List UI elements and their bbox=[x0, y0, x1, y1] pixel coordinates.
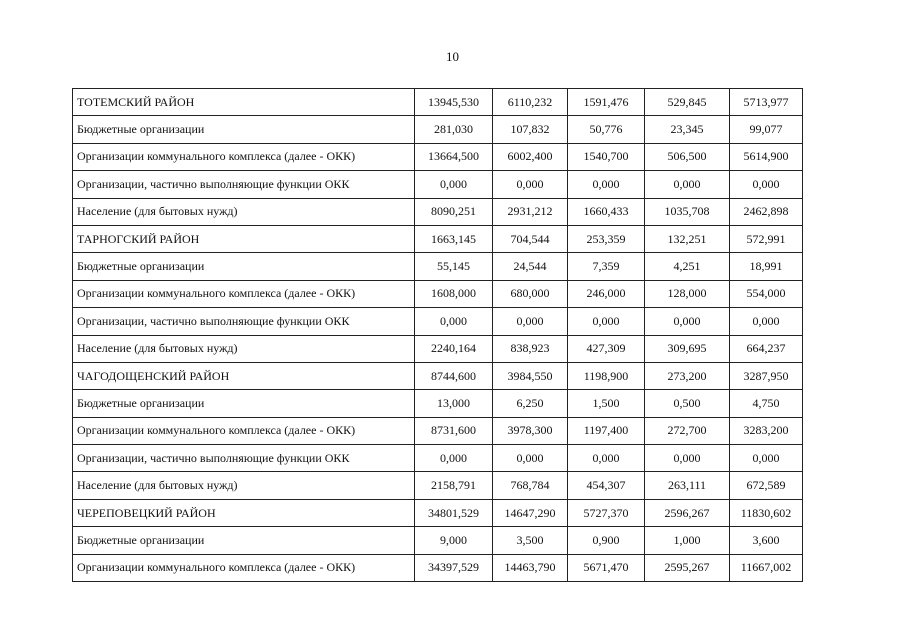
value-cell: 704,544 bbox=[493, 225, 568, 252]
value-cell: 4,251 bbox=[645, 253, 730, 280]
value-cell: 0,000 bbox=[493, 171, 568, 198]
value-cell: 99,077 bbox=[730, 116, 803, 143]
row-label: Организации, частично выполняющие функции ОКК bbox=[73, 308, 415, 335]
value-cell: 0,000 bbox=[568, 308, 645, 335]
value-cell: 0,000 bbox=[568, 171, 645, 198]
page-number: 10 bbox=[446, 49, 459, 64]
value-cell: 2596,267 bbox=[645, 499, 730, 526]
value-cell: 4,750 bbox=[730, 390, 803, 417]
table-row bbox=[73, 116, 803, 143]
value-cell: 1197,400 bbox=[568, 417, 645, 444]
value-cell: 3,600 bbox=[730, 527, 803, 554]
value-cell: 1035,708 bbox=[645, 198, 730, 225]
value-cell: 427,309 bbox=[568, 335, 645, 362]
value-cell: 572,991 bbox=[730, 225, 803, 252]
value-cell: 5671,470 bbox=[568, 554, 645, 581]
value-cell: 0,000 bbox=[415, 308, 493, 335]
value-cell: 246,000 bbox=[568, 280, 645, 307]
value-cell: 107,832 bbox=[493, 116, 568, 143]
row-label: Организации коммунального комплекса (далее - ОКК) bbox=[73, 417, 415, 444]
value-cell: 2462,898 bbox=[730, 198, 803, 225]
value-cell: 1,000 bbox=[645, 527, 730, 554]
value-cell: 3984,550 bbox=[493, 362, 568, 389]
row-label: ЧАГОДОЩЕНСКИЙ РАЙОН bbox=[73, 362, 415, 389]
value-cell: 0,000 bbox=[645, 171, 730, 198]
row-label: ТОТЕМСКИЙ РАЙОН bbox=[73, 89, 415, 116]
value-cell: 1663,145 bbox=[415, 225, 493, 252]
value-cell: 253,359 bbox=[568, 225, 645, 252]
value-cell: 0,000 bbox=[730, 445, 803, 472]
value-cell: 0,900 bbox=[568, 527, 645, 554]
row-label: Бюджетные организации bbox=[73, 116, 415, 143]
row-label: Население (для бытовых нужд) bbox=[73, 198, 415, 225]
data-table bbox=[72, 88, 803, 582]
value-cell: 3283,200 bbox=[730, 417, 803, 444]
row-label: Организации, частично выполняющие функции ОКК bbox=[73, 171, 415, 198]
table-row bbox=[73, 527, 803, 554]
value-cell: 128,000 bbox=[645, 280, 730, 307]
value-cell: 13945,530 bbox=[415, 89, 493, 116]
value-cell: 50,776 bbox=[568, 116, 645, 143]
value-cell: 34397,529 bbox=[415, 554, 493, 581]
value-cell: 272,700 bbox=[645, 417, 730, 444]
value-cell: 13,000 bbox=[415, 390, 493, 417]
value-cell: 309,695 bbox=[645, 335, 730, 362]
value-cell: 2158,791 bbox=[415, 472, 493, 499]
value-cell: 14463,790 bbox=[493, 554, 568, 581]
value-cell: 0,000 bbox=[568, 445, 645, 472]
value-cell: 672,589 bbox=[730, 472, 803, 499]
table-row bbox=[73, 554, 803, 581]
value-cell: 3,500 bbox=[493, 527, 568, 554]
value-cell: 0,000 bbox=[493, 445, 568, 472]
table-row bbox=[73, 253, 803, 280]
value-cell: 0,000 bbox=[493, 308, 568, 335]
value-cell: 5727,370 bbox=[568, 499, 645, 526]
value-cell: 0,000 bbox=[645, 308, 730, 335]
table-body bbox=[73, 89, 803, 582]
row-label: Бюджетные организации bbox=[73, 527, 415, 554]
value-cell: 18,991 bbox=[730, 253, 803, 280]
table-row bbox=[73, 89, 803, 116]
table-row bbox=[73, 417, 803, 444]
value-cell: 664,237 bbox=[730, 335, 803, 362]
value-cell: 3287,950 bbox=[730, 362, 803, 389]
value-cell: 2931,212 bbox=[493, 198, 568, 225]
value-cell: 281,030 bbox=[415, 116, 493, 143]
table-row bbox=[73, 445, 803, 472]
row-label: ЧЕРЕПОВЕЦКИЙ РАЙОН bbox=[73, 499, 415, 526]
row-label: Организации, частично выполняющие функции ОКК bbox=[73, 445, 415, 472]
value-cell: 6,250 bbox=[493, 390, 568, 417]
table-row bbox=[73, 362, 803, 389]
value-cell: 14647,290 bbox=[493, 499, 568, 526]
table-row bbox=[73, 499, 803, 526]
value-cell: 2240,164 bbox=[415, 335, 493, 362]
value-cell: 8731,600 bbox=[415, 417, 493, 444]
value-cell: 0,000 bbox=[645, 445, 730, 472]
value-cell: 11830,602 bbox=[730, 499, 803, 526]
value-cell: 9,000 bbox=[415, 527, 493, 554]
table-row bbox=[73, 225, 803, 252]
table-row bbox=[73, 472, 803, 499]
table-row bbox=[73, 171, 803, 198]
value-cell: 263,111 bbox=[645, 472, 730, 499]
row-label: Организации коммунального комплекса (далее - ОКК) bbox=[73, 143, 415, 170]
value-cell: 6110,232 bbox=[493, 89, 568, 116]
value-cell: 0,000 bbox=[730, 308, 803, 335]
value-cell: 768,784 bbox=[493, 472, 568, 499]
value-cell: 1,500 bbox=[568, 390, 645, 417]
value-cell: 273,200 bbox=[645, 362, 730, 389]
row-label: Организации коммунального комплекса (далее - ОКК) bbox=[73, 554, 415, 581]
value-cell: 1660,433 bbox=[568, 198, 645, 225]
value-cell: 1591,476 bbox=[568, 89, 645, 116]
value-cell: 8090,251 bbox=[415, 198, 493, 225]
table-row bbox=[73, 143, 803, 170]
value-cell: 680,000 bbox=[493, 280, 568, 307]
value-cell: 5713,977 bbox=[730, 89, 803, 116]
value-cell: 454,307 bbox=[568, 472, 645, 499]
value-cell: 2595,267 bbox=[645, 554, 730, 581]
value-cell: 24,544 bbox=[493, 253, 568, 280]
value-cell: 3978,300 bbox=[493, 417, 568, 444]
row-label: ТАРНОГСКИЙ РАЙОН bbox=[73, 225, 415, 252]
value-cell: 13664,500 bbox=[415, 143, 493, 170]
row-label: Бюджетные организации bbox=[73, 253, 415, 280]
value-cell: 5614,900 bbox=[730, 143, 803, 170]
value-cell: 6002,400 bbox=[493, 143, 568, 170]
row-label: Бюджетные организации bbox=[73, 390, 415, 417]
table-row bbox=[73, 198, 803, 225]
value-cell: 1198,900 bbox=[568, 362, 645, 389]
row-label: Население (для бытовых нужд) bbox=[73, 335, 415, 362]
row-label: Население (для бытовых нужд) bbox=[73, 472, 415, 499]
value-cell: 0,500 bbox=[645, 390, 730, 417]
value-cell: 8744,600 bbox=[415, 362, 493, 389]
value-cell: 55,145 bbox=[415, 253, 493, 280]
value-cell: 23,345 bbox=[645, 116, 730, 143]
value-cell: 838,923 bbox=[493, 335, 568, 362]
value-cell: 0,000 bbox=[415, 445, 493, 472]
value-cell: 1540,700 bbox=[568, 143, 645, 170]
row-label: Организации коммунального комплекса (далее - ОКК) bbox=[73, 280, 415, 307]
value-cell: 132,251 bbox=[645, 225, 730, 252]
value-cell: 554,000 bbox=[730, 280, 803, 307]
table-row bbox=[73, 390, 803, 417]
value-cell: 11667,002 bbox=[730, 554, 803, 581]
value-cell: 0,000 bbox=[730, 171, 803, 198]
table-row bbox=[73, 280, 803, 307]
value-cell: 7,359 bbox=[568, 253, 645, 280]
table-row bbox=[73, 308, 803, 335]
value-cell: 506,500 bbox=[645, 143, 730, 170]
value-cell: 0,000 bbox=[415, 171, 493, 198]
table-row bbox=[73, 335, 803, 362]
value-cell: 1608,000 bbox=[415, 280, 493, 307]
value-cell: 529,845 bbox=[645, 89, 730, 116]
value-cell: 34801,529 bbox=[415, 499, 493, 526]
